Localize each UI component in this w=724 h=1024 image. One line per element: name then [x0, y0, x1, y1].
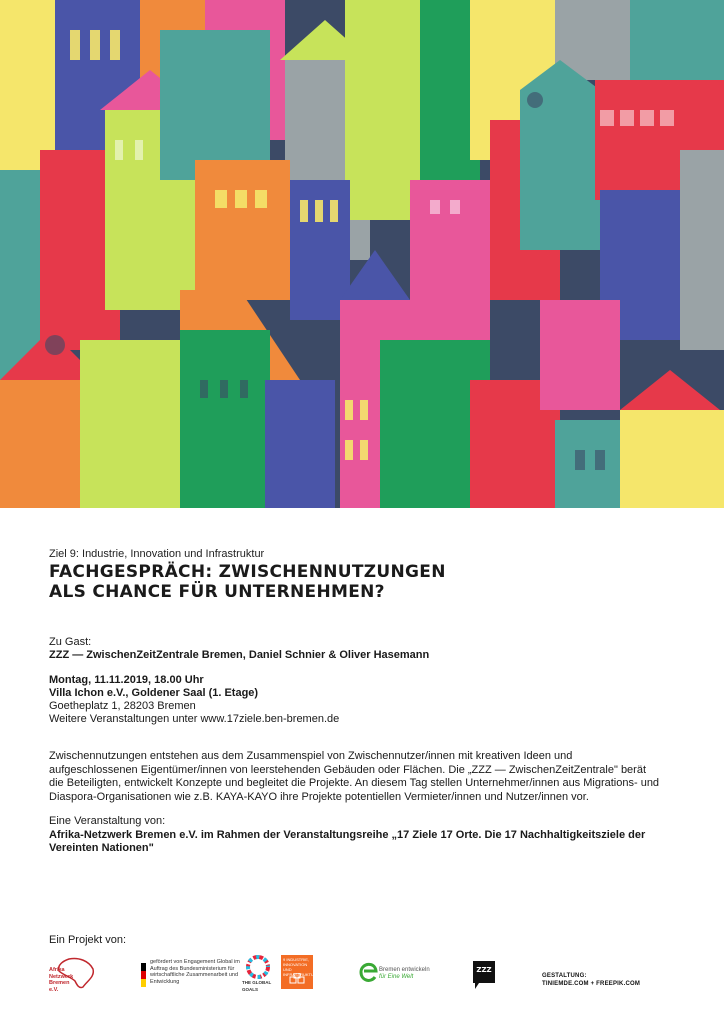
- sdg9-logo: [281, 955, 317, 989]
- event-address: Goetheplatz 1, 28203 Bremen: [49, 700, 196, 712]
- german-flag-icon: [141, 963, 146, 987]
- event-more-link[interactable]: Weitere Veranstaltungen unter www.17ziele.ben-bremen.de: [49, 713, 340, 725]
- bmz-logo: [141, 955, 241, 995]
- bremen-entwickeln-line-2: für Eine Welt: [379, 974, 414, 980]
- content: [49, 548, 669, 856]
- city-illustration: [0, 0, 724, 508]
- credit-label: GESTALTUNG:: [542, 973, 587, 979]
- global-goals-text: THE GLOBAL GOALS: [242, 980, 272, 992]
- title-line-1: FACHGESPRÄCH: ZWISCHENNUTZUNGEN: [49, 562, 446, 582]
- event-datetime: Montag, 11.11.2019, 18.00 Uhr: [49, 674, 204, 686]
- bremen-entwickeln-logo: [359, 955, 439, 995]
- afrika-netzwerk-text: Afrika Netzwerk Bremen e.V.: [49, 967, 74, 993]
- goal-subtitle: Ziel 9: Industrie, Innovation und Infrastruktur: [49, 548, 265, 560]
- title-line-2: ALS CHANCE FÜR UNTERNEHMEN?: [49, 582, 385, 602]
- event-details: [49, 674, 669, 726]
- credit-sites: TINIEMDE.COM + FREEPIK.COM: [542, 981, 641, 987]
- project-label: Ein Projekt von:: [49, 934, 127, 946]
- green-e-icon: [359, 959, 379, 985]
- sdg-wheel-icon: [246, 955, 270, 979]
- event-venue: Villa Ichon e.V., Goldener Saal (1. Etage): [49, 687, 259, 699]
- cube-icon: [289, 973, 305, 985]
- guest-section: [49, 636, 669, 662]
- global-goals-logo: [242, 955, 274, 995]
- bremen-entwickeln-text: [379, 967, 439, 981]
- design-credit: [542, 972, 640, 988]
- bmz-text: gefördert von Engagement Global im Auftrag des Bundesministerium für wirtschaftliche Zusammenarbeit und Entwicklung: [150, 959, 240, 985]
- zzz-logo: [473, 961, 495, 987]
- organizer-text: Afrika-Netzwerk Bremen e.V. im Rahmen der Veranstaltungsreihe „17 Ziele 17 Orte. Die 17 Nachhaltigkeitsziele der Vereinten Nationen": [49, 828, 646, 854]
- guest-names: ZZZ — ZwischenZeitZentrale Bremen, Daniel Schnier & Oliver Hasemann: [49, 649, 430, 661]
- organizer-label: Eine Veranstaltung von:: [49, 815, 166, 827]
- organizer-section: [49, 815, 669, 856]
- zzz-text: ZZZ: [476, 966, 492, 974]
- bremen-entwickeln-line-1: Bremen entwickeln: [379, 967, 430, 973]
- guest-label: Zu Gast:: [49, 636, 92, 648]
- page-title: [49, 562, 669, 602]
- afrika-netzwerk-logo: [49, 955, 99, 995]
- event-description: Zwischennutzungen entstehen aus dem Zusammenspiel von Zwischennutzer/innen mit kreativen Ideen und aufgeschlossenen Eigentümer/innen von leerstehenden Gebäuden oder Flächen. Die „ZZZ — ZwischenZeitZentrale" berät die Beteiligten, entwickelt Konzepte und begleitet die Projekte. An diesem Tag stellen Unternehmer/innen aus Migrations- und Diaspora-Organisationen wie z.B. KAYA-KAYO ihre Projekte potentiellen Vermieter/innen und Nutzer/innen vor.: [49, 750, 660, 803]
- sdg9-text: 9 INDUSTRIE, INNOVATION UND INFRASTRUKTUR: [283, 957, 317, 977]
